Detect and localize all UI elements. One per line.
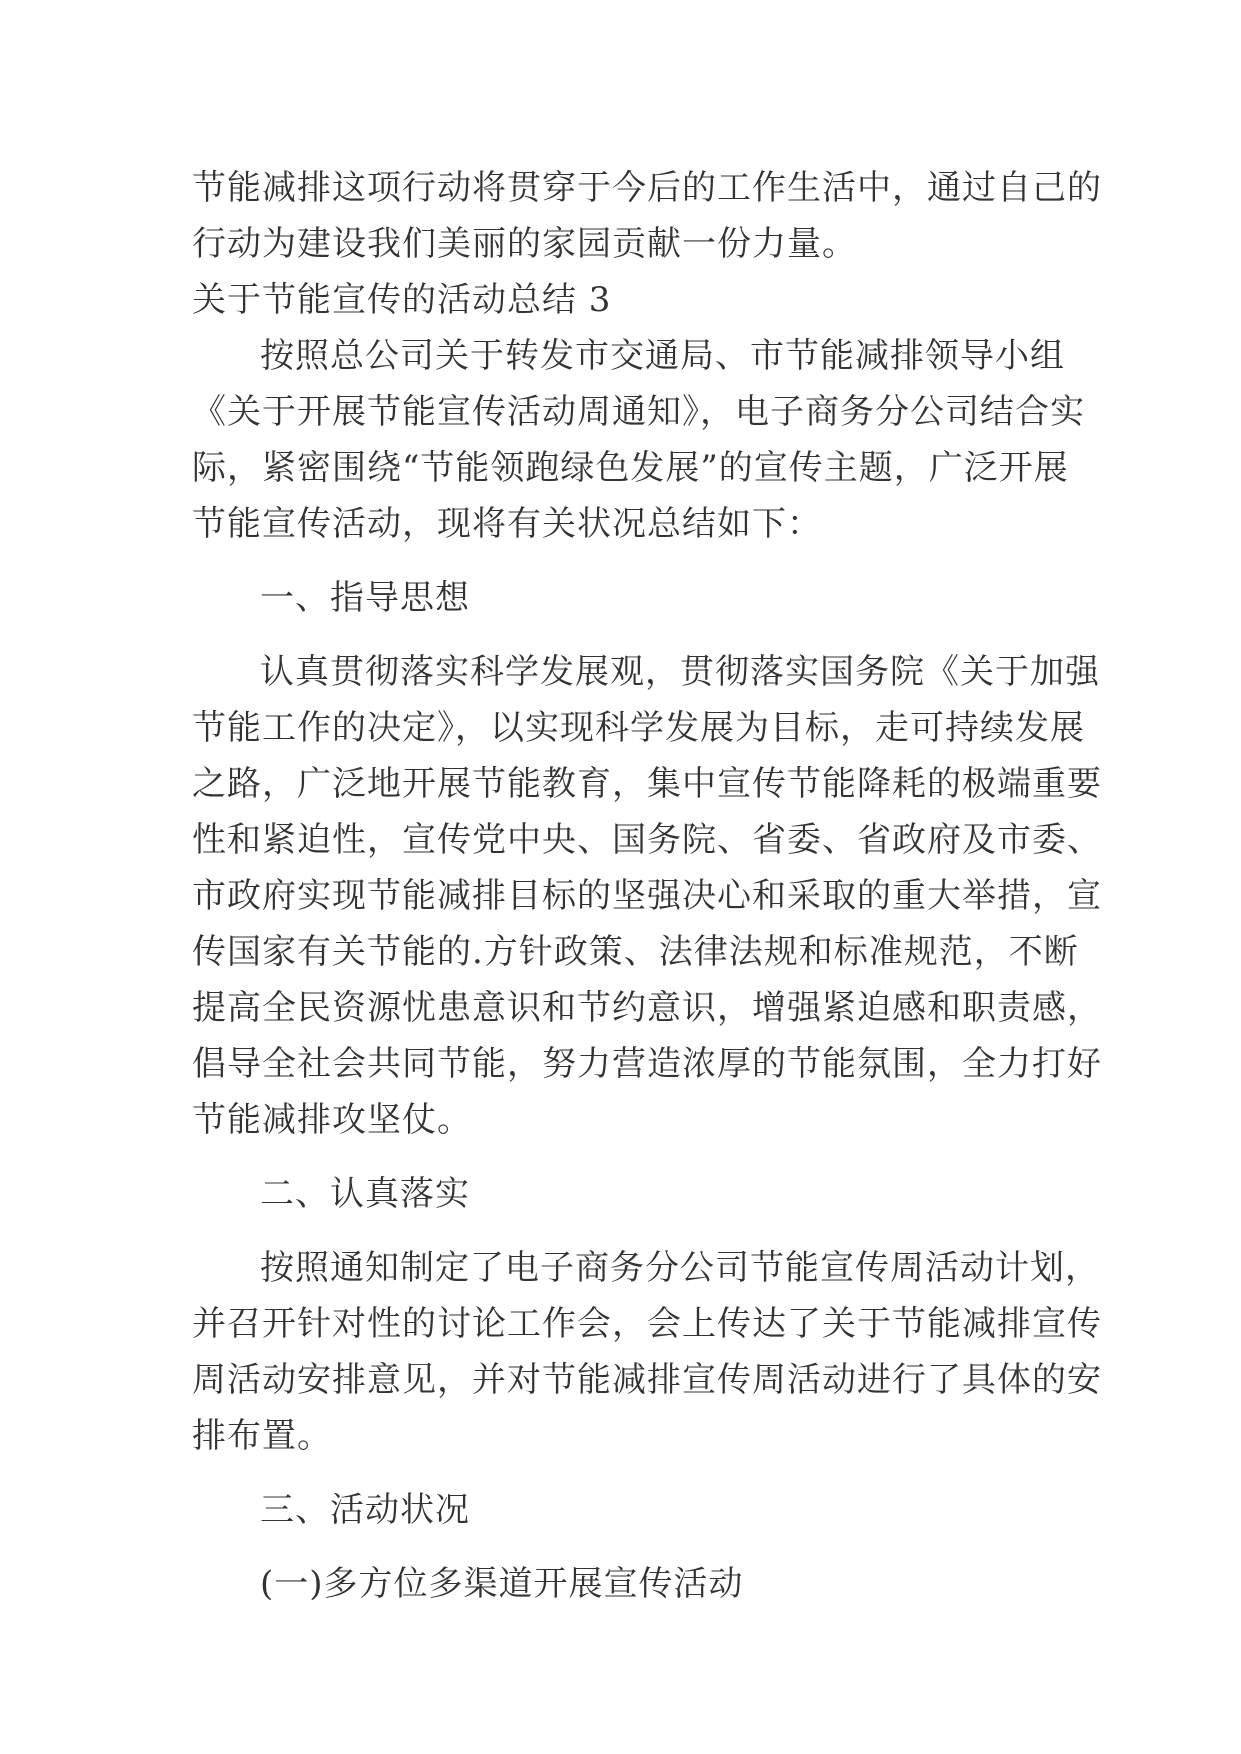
paragraph-line: 市政府实现节能减排目标的坚强决心和采取的重大举措，宣 (192, 876, 1102, 916)
paragraph-line: 认真贯彻落实科学发展观，贯彻落实国务院《关于加强 (260, 652, 1100, 692)
paragraph-line: 排布置。 (192, 1416, 332, 1456)
paragraph-line: 之路，广泛地开展节能教育，集中宣传节能降耗的极端重要 (192, 764, 1102, 804)
heading-implementation: 二、认真落实 (260, 1174, 470, 1214)
spacer (192, 1464, 1052, 1482)
paragraph-line: 并召开针对性的讨论工作会，会上传达了关于节能减排宣传 (192, 1304, 1102, 1344)
spacer (192, 552, 1052, 570)
paragraph-line: 按照总公司关于转发市交通局、市节能减排领导小组 (260, 336, 1065, 376)
paragraph-line: 周活动安排意见，并对节能减排宣传周活动进行了具体的安 (192, 1360, 1102, 1400)
paragraph-line: 节能减排攻坚仗。 (192, 1100, 472, 1140)
paragraph-line: 《关于开展节能宣传活动周通知》，电子商务分公司结合实 (192, 392, 1085, 432)
paragraph-line: 按照通知制定了电子商务分公司节能宣传周活动计划， (260, 1248, 1100, 1288)
paragraph-line: 节能工作的决定》，以实现科学发展为目标，走可持续发展 (192, 708, 1085, 748)
spacer (192, 1538, 1052, 1556)
paragraph-line: 性和紧迫性，宣传党中央、国务院、省委、省政府及市委、 (192, 820, 1102, 860)
heading-activity-status: 三、活动状况 (260, 1490, 470, 1530)
document-body (192, 160, 1102, 1612)
spacer (192, 1148, 1052, 1166)
subheading-publicity-activities: (一)多方位多渠道开展宣传活动 (260, 1564, 744, 1604)
heading-guiding-ideology: 一、指导思想 (260, 578, 470, 618)
paragraph-line: 际，紧密围绕“节能领跑绿色发展”的宣传主题，广泛开展 (192, 448, 1069, 488)
paragraph-line: 传国家有关节能的.方针政策、法律法规和标准规范，不断 (192, 932, 1079, 972)
paragraph-line: 提高全民资源忧患意识和节约意识，增强紧迫感和职责感， (192, 988, 1102, 1028)
paragraph-line: 倡导全社会共同节能，努力营造浓厚的节能氛围，全力打好 (192, 1044, 1102, 1084)
paragraph-line: 节能减排这项行动将贯穿于今后的工作生活中，通过自己的 (192, 168, 1102, 208)
section-title: 关于节能宣传的活动总结 3 (192, 280, 612, 320)
spacer (192, 626, 1052, 644)
paragraph-line: 行动为建设我们美丽的家园贡献一份力量。 (192, 224, 857, 264)
paragraph-line: 节能宣传活动，现将有关状况总结如下： (192, 504, 822, 544)
spacer (192, 1222, 1052, 1240)
